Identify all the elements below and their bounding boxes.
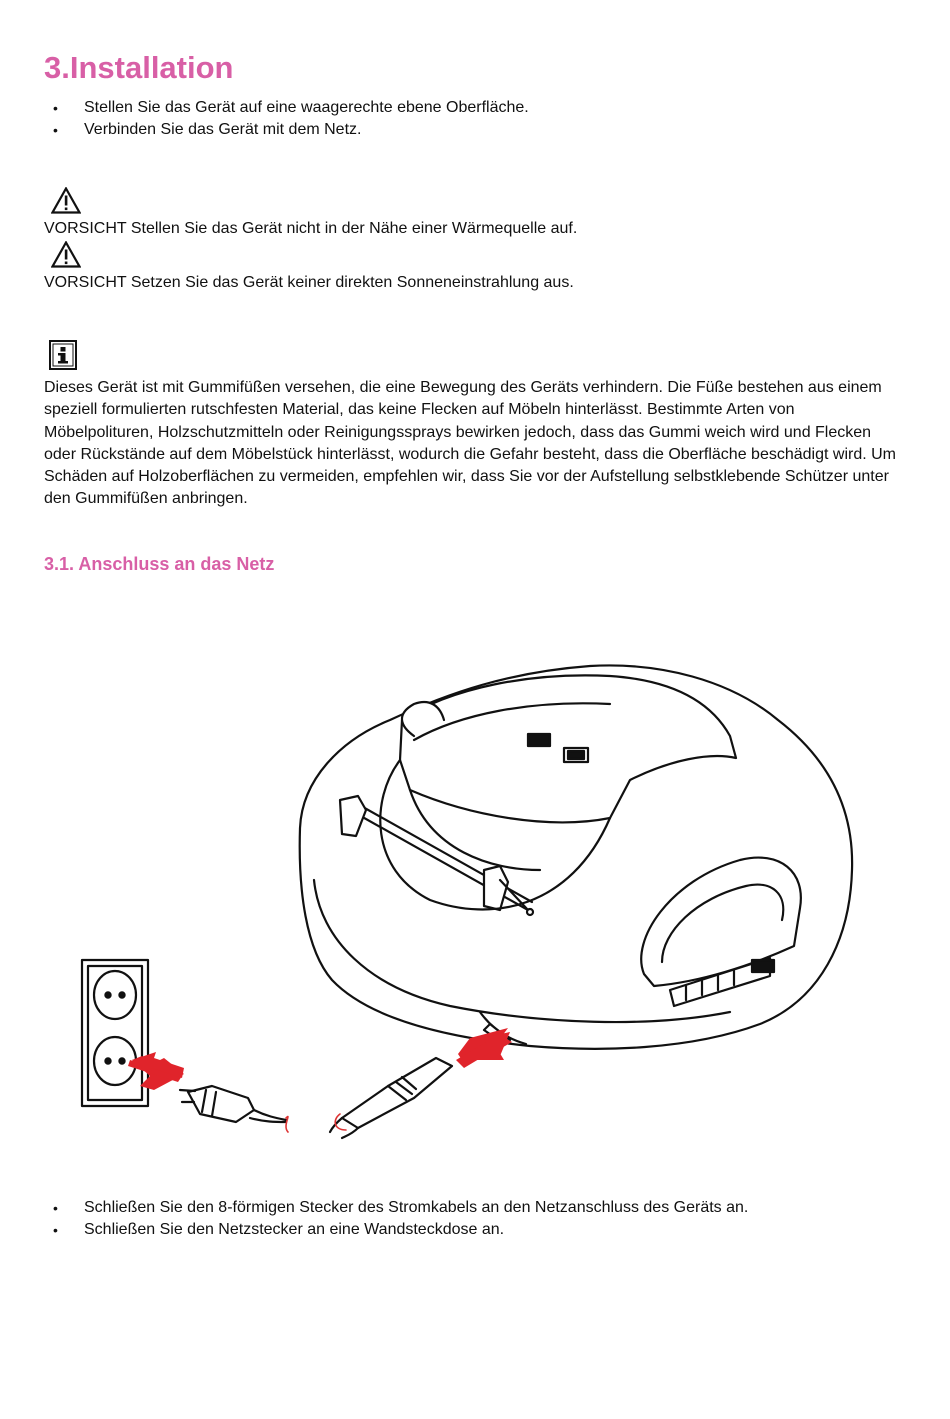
- warning-triangle-icon: [51, 187, 81, 214]
- list-item-text: Schließen Sie den 8-förmigen Stecker des Stromkabels an den Netzanschluss des Geräts an.: [84, 1199, 749, 1216]
- outro-bullet-list: [44, 1197, 748, 1241]
- caution-text: VORSICHT Setzen Sie das Gerät keiner direkten Sonneneinstrahlung aus.: [44, 274, 574, 291]
- list-item: [44, 1219, 748, 1241]
- intro-bullet-list: [44, 97, 529, 141]
- list-item-text: Stellen Sie das Gerät auf eine waagerechte ebene Oberfläche.: [84, 99, 529, 116]
- bullet-icon: •: [53, 122, 58, 138]
- list-item-text: Schließen Sie den Netzstecker an eine Wandsteckdose an.: [84, 1221, 505, 1238]
- bullet-icon: •: [53, 1222, 58, 1238]
- list-item-text: Verbinden Sie das Gerät mit dem Netz.: [84, 121, 362, 138]
- info-icon: [49, 340, 77, 370]
- bullet-icon: •: [53, 1200, 58, 1216]
- caution-text: VORSICHT Stellen Sie das Gerät nicht in der Nähe einer Wärmequelle auf.: [44, 220, 578, 237]
- plug-icon: [180, 1086, 288, 1132]
- list-item: [44, 97, 529, 119]
- power-connection-illustration: [70, 640, 870, 1145]
- power-cord-icon: [330, 1058, 452, 1138]
- section-heading: 3.Installation: [44, 50, 234, 85]
- warning-triangle-icon: [51, 241, 81, 268]
- bullet-icon: •: [53, 100, 58, 116]
- list-item: [44, 1197, 748, 1219]
- list-item: [44, 119, 529, 141]
- info-paragraph: Dieses Gerät ist mit Gummifüßen versehen, die eine Bewegung des Geräts verhindern. Die Füße bestehen aus einem speziell formulierten rutschfesten Material, das keine Flecken auf Möbeln hinterlässt. Bestimmte Arten von Möbelpolituren, Holzschutzmitteln oder Reinigungssprays bewirken jedoch, dass das Gummi weich wird und Flecken oder Rückstände auf dem Möbelstück hinterlässt, wodurch die Gefahr besteht, dass die Oberfläche beschädigt wird. Um Schäden auf Holzoberflächen zu vermeiden, empfehlen wir, dass Sie vor der Aufstellung selbstklebende Schützer unter den Gummifüßen anbringen.: [44, 379, 896, 508]
- subsection-heading: 3.1. Anschluss an das Netz: [44, 554, 275, 574]
- wall-socket-icon: [82, 960, 148, 1106]
- insert-arrow-icon: [128, 1028, 512, 1090]
- cd-radio-device-icon: [300, 665, 852, 1048]
